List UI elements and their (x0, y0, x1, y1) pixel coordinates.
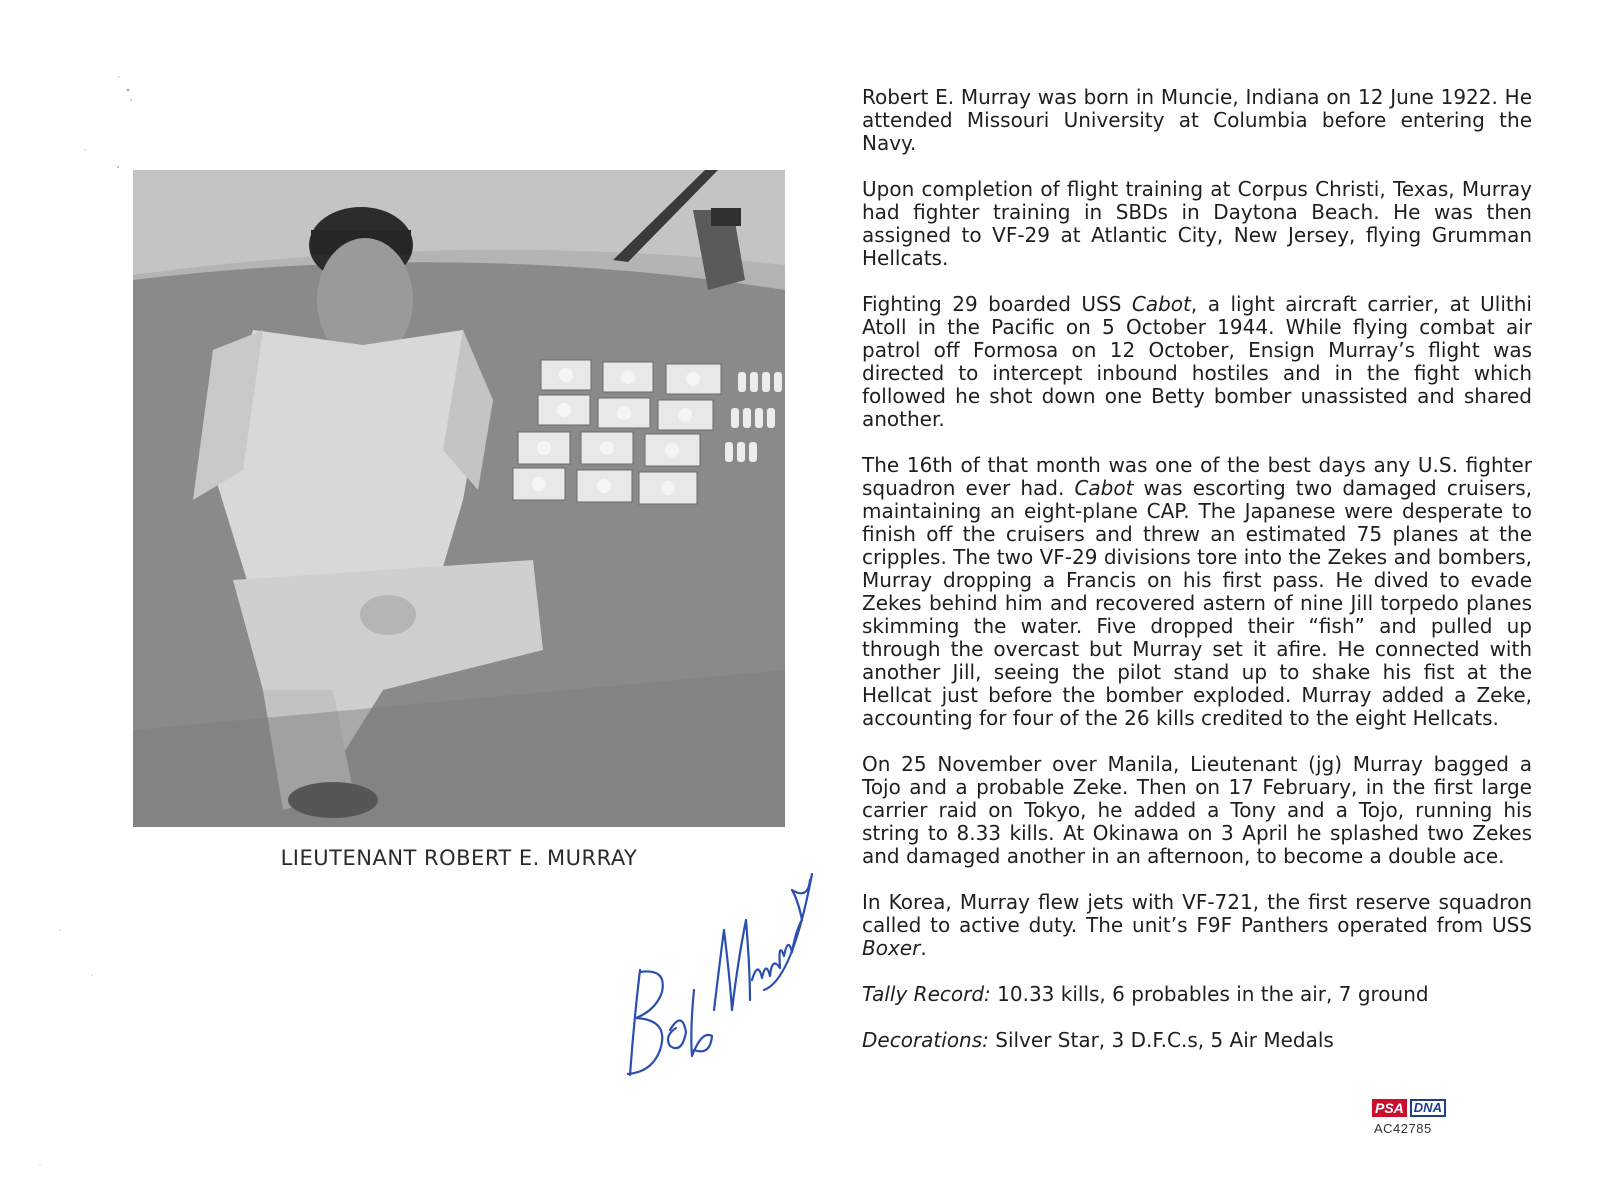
certificate-number: AC42785 (1374, 1121, 1432, 1136)
dna-label: DNA (1410, 1099, 1446, 1117)
bio-paragraph-4a: The 16th of that month was one of the best days any U.S. fighter squadron ever had. (862, 453, 1532, 500)
bio-paragraph (862, 891, 1532, 960)
psa-dna-logo (1372, 1099, 1482, 1117)
psa-label: PSA (1372, 1099, 1407, 1117)
bio-paragraph-3b: , a light aircraft carrier, at Ulithi Atoll in the Pacific on 5 October 1944. While flying combat air patrol off Formosa on 12 October, Ensign Murray’s flight was directed to intercept inbound hostiles and in the fight which followed he shot down one Betty bomber unassisted and shared another. (862, 292, 1532, 431)
bio-paragraph-6b: . (920, 936, 927, 960)
bio-paragraph (862, 293, 1532, 431)
photo-caption: LIEUTENANT ROBERT E. MURRAY (280, 846, 638, 870)
tally-record (862, 983, 1532, 1006)
ship-name: Boxer (862, 936, 921, 960)
tally-label: Tally Record: (862, 982, 991, 1006)
bio-paragraph (862, 454, 1532, 730)
decorations-value: Silver Star, 3 D.F.C.s, 5 Air Medals (988, 1028, 1334, 1052)
bio-paragraph (862, 86, 1532, 155)
biography-text (862, 86, 1532, 1075)
bio-paragraph-6a: In Korea, Murray flew jets with VF-721, the first reserve squadron called to active duty. The unit’s F9F Panthers operated from USS (862, 890, 1532, 937)
bio-paragraph (862, 178, 1532, 270)
psa-authentication-sticker (1372, 1099, 1482, 1149)
ship-name: Cabot (1074, 476, 1134, 500)
signature-image (612, 860, 822, 1090)
bio-paragraph-1: Robert E. Murray was born in Muncie, Indiana on 12 June 1922. He attended Missouri University at Columbia before entering the Navy. (862, 85, 1532, 155)
bio-paragraph-2: Upon completion of flight training at Corpus Christi, Texas, Murray had fighter training in SBDs in Daytona Beach. He was then assigned to VF-29 at Atlantic City, New Jersey, flying Grumman Hellcats. (862, 177, 1532, 270)
pilot-photograph (133, 170, 785, 827)
bio-paragraph-3a: Fighting 29 boarded USS (862, 292, 1132, 316)
tally-value: 10.33 kills, 6 probables in the air, 7 ground (990, 982, 1429, 1006)
photo-illustration (133, 170, 785, 827)
bio-paragraph (862, 753, 1532, 868)
bio-paragraph-4b: was escorting two damaged cruisers, maintaining an eight-plane CAP. The Japanese were desperate to finish off the cruisers and threw an estimated 75 planes at the cripples. The two VF-29 divisions tore into the Zekes and bombers, Murray dropping a Francis on his first pass. He dived to evade Zekes behind him and recovered astern of nine Jill torpedo planes skimming the water. Five dropped their “fish” and pulled up through the overcast but Murray set it afire. He connected with another Jill, seeing the pilot stand up to shake his fist at the Hellcat just before the bomber exploded. Murray added a Zeke, accounting for four of the 26 kills credited to the eight Hellcats. (862, 476, 1532, 730)
decorations (862, 1029, 1532, 1052)
bio-paragraph-5: On 25 November over Manila, Lieutenant (jg) Murray bagged a Tojo and a probable Zeke. Then on 17 February, in the first large carrier raid on Tokyo, he added a Tony and a Tojo, running his string to 8.33 kills. At Okinawa on 3 April he splashed two Zekes and damaged another in an afternoon, to become a double ace. (862, 752, 1532, 868)
ship-name: Cabot (1131, 292, 1191, 316)
decorations-label: Decorations: (862, 1028, 989, 1052)
